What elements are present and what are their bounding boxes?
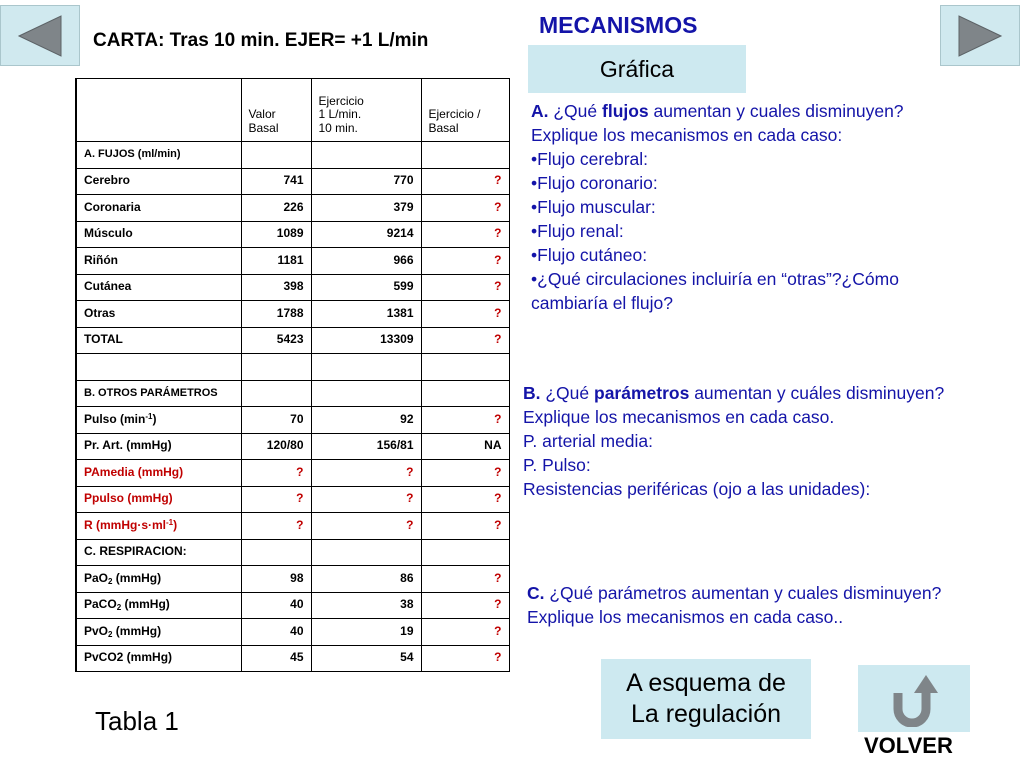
previous-slide-button[interactable] [0, 5, 80, 66]
list-item: •Flujo renal: [531, 220, 624, 241]
section-a-row: A. FUJOS (ml/min) [76, 142, 509, 169]
volver-button[interactable] [858, 665, 970, 732]
empty-row [76, 354, 509, 381]
list-item: P. Pulso: [523, 454, 591, 475]
table-row: Cutánea 398 599 ? [76, 274, 509, 301]
u-turn-arrow-icon [886, 671, 942, 727]
data-table [75, 78, 510, 672]
table-row: Ppulso (mmHg) ? ? ? [76, 486, 509, 513]
list-item: •Flujo cerebral: [531, 148, 649, 169]
esquema-regulacion-button[interactable]: A esquema de La regulación [601, 659, 811, 739]
table-row: Otras 1788 1381 ? [76, 301, 509, 328]
table-row: Pr. Art. (mmHg) 120/80 156/81 NA [76, 433, 509, 460]
table-row: Músculo 1089 9214 ? [76, 221, 509, 248]
section-b-row: B. OTROS PARÁMETROS [76, 380, 509, 407]
table-header-row [76, 79, 509, 142]
section-title: MECANISMOS [539, 12, 698, 38]
question-b: B. ¿Qué parámetros aumentan y cuáles disminuyen? Explique los mecanismos en cada caso. P. arterial media: P. Pulso: Resistencias periféricas (ojo a las unidades): [523, 382, 963, 502]
table-row: PaO$_2$ (mmHg) 98 86 ? [76, 566, 509, 593]
list-item: •¿Qué circulaciones incluiría en “otras”?¿Cómo cambiaría el flujo? [531, 268, 899, 313]
list-item: •Flujo cutáneo: [531, 244, 648, 265]
table-caption: Tabla 1 [95, 706, 179, 736]
table-row: R $(mmHg\cdot s\cdot ml^{-1})$ ? ? ? [76, 513, 509, 540]
question-c: C. ¿Qué parámetros aumentan y cuales disminuyen? Explique los mecanismos en cada caso.. [527, 583, 942, 627]
list-item: Resistencias periféricas (ojo a las unidades): [523, 478, 871, 499]
list-item: •Flujo coronario: [531, 172, 658, 193]
header-ejercicio: Ejercicio 1 L/min. 10 min. [311, 79, 421, 142]
list-item: P. arterial media: [523, 430, 654, 451]
table-row: Cerebro 741 770 ? [76, 168, 509, 195]
next-slide-button[interactable] [940, 5, 1020, 66]
triangle-right-icon [955, 14, 1005, 58]
question-a: A. ¿Qué flujos aumentan y cuales disminuyen? Explique los mecanismos en cada caso: •Flujo cerebral: •Flujo coronario: •Flujo muscular: •Flujo renal: •Flujo cutáneo: •¿Qué circulaciones incluiría en “otras”?¿Cómo cambiaría el flujo? [531, 100, 971, 316]
volver-label: VOLVER [864, 733, 953, 758]
table-row: PvO$_2$ (mmHg) 40 19 ? [76, 619, 509, 646]
table-row: TOTAL 5423 13309 ? [76, 327, 509, 354]
table-row: Coronaria 226 379 ? [76, 195, 509, 222]
page-title: CARTA: Tras 10 min. EJER= +1 L/min [93, 30, 429, 51]
list-item: •Flujo muscular: [531, 196, 656, 217]
triangle-left-icon [15, 14, 65, 58]
table-row: PAmedia (mmHg) ? ? ? [76, 460, 509, 487]
table-row: PaCO$_2$ (mmHg) 40 38 ? [76, 592, 509, 619]
section-c-row: C. RESPIRACION: [76, 539, 509, 566]
table-row: Pulso $(\min^{-1})$ 70 92 ? [76, 407, 509, 434]
header-ratio: Ejercicio / Basal [421, 79, 509, 142]
table-row: PvCO2 (mmHg) 45 54 ? [76, 645, 509, 672]
grafica-button[interactable]: Gráfica [528, 45, 746, 93]
header-valor-basal: Valor Basal [241, 79, 311, 142]
table-row: Riñón 1181 966 ? [76, 248, 509, 275]
